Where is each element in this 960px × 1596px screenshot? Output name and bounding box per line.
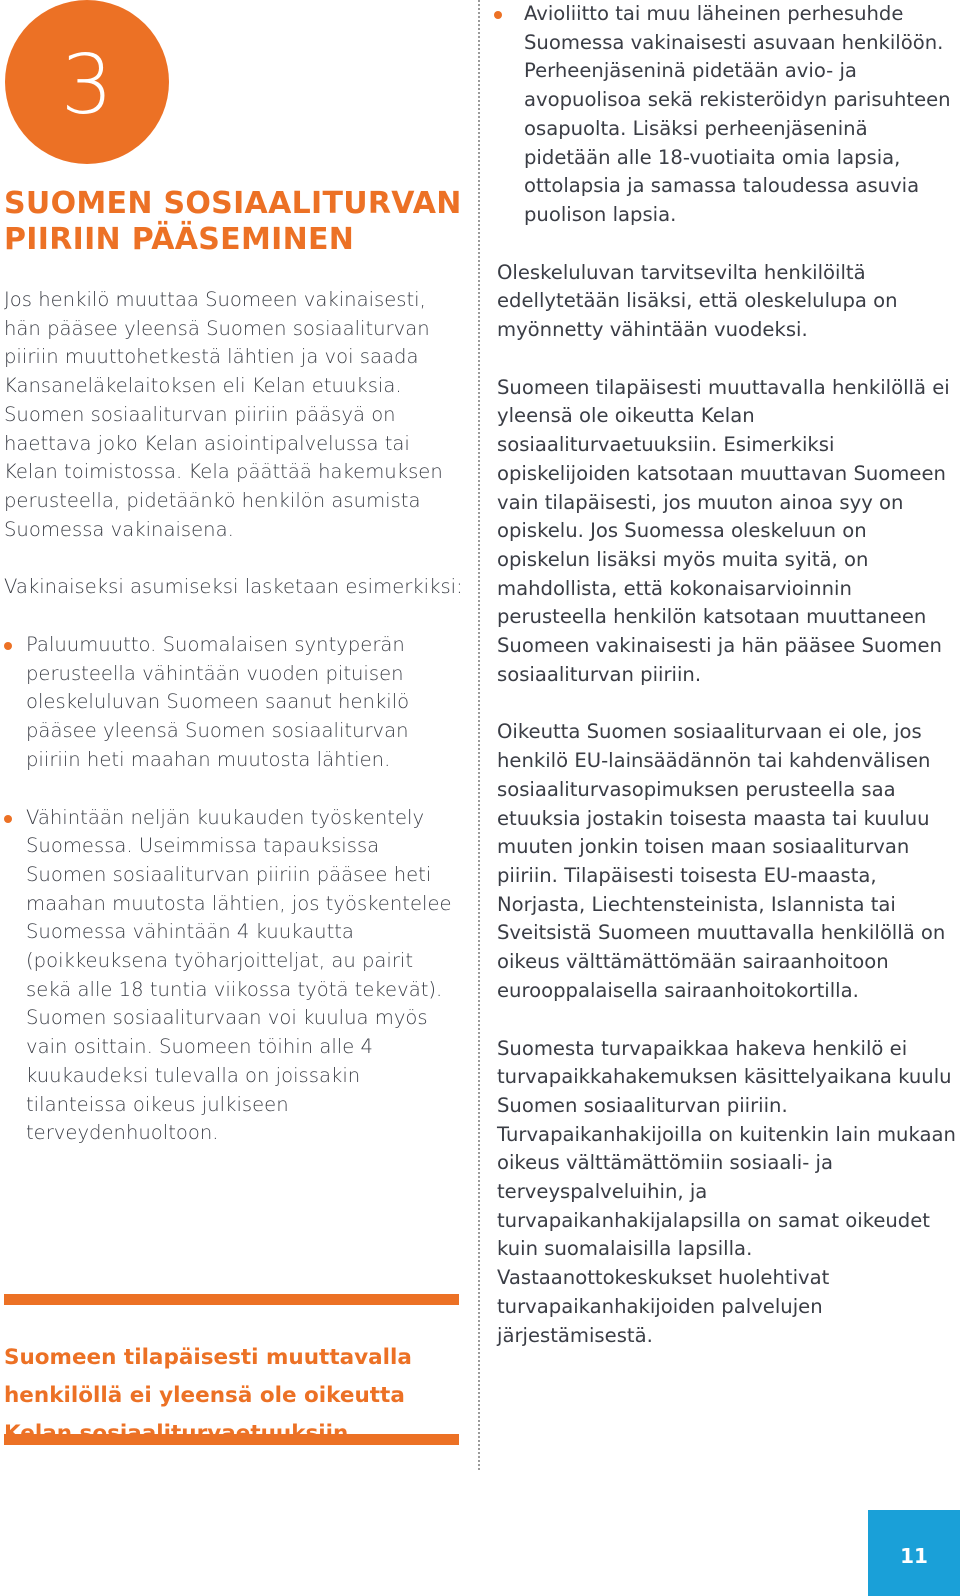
page-number: 11	[900, 1544, 928, 1568]
paragraph: Oikeutta Suomen sosiaaliturvaan ei ole, jos henkilö EU-lainsäädännön tai kahdenvälisen sosiaaliturvasopimuksen perusteella saa etuuksia jostakin toisesta maasta tai kuuluu muuten jonkin toisen maan sosiaaliturvan piiriin. Tilapäisesti toisesta EU-maasta, Norjasta, Liechtensteinista, Islannista tai Sveitsistä Suomeen muuttavalla henkilöllä on oikeus välttämättömään sairaanhoitoon eurooppalaisella sairaanhoitokortilla.	[497, 720, 946, 1002]
paragraph: Suomesta turvapaikkaa hakeva henkilö ei turvapaikkahakemuksen käsittelyaikana kuulu Suomen sosiaaliturvan piiriin. Turvapaikanhakijoilla on kuitenkin lain mukaan oikeus välttämättömiin sosiaali- ja terveyspalveluihin, ja turvapaikanhakijalapsilla on samat oikeudet kuin suomalaisilla lapsilla. Vastaanottokeskukset huolehtivat turvapaikanhakijoiden palvelujen järjestämisestä.	[497, 1036, 956, 1347]
bullet-icon	[4, 642, 12, 650]
quote-bottom-rule	[4, 1434, 459, 1445]
column-divider	[478, 0, 480, 1470]
quote-top-rule	[4, 1294, 459, 1305]
list-item-text: Vähintään neljän kuukauden työskentely Suomessa. Useimmissa tapauksissa Suomen sosiaaliturvan piiriin pääsee heti maahan muutosta lähtien, jos työskentelee Suomessa vähintään 4 kuukautta (poikkeuksena työharjoitteljat, au pairit sekä alle 18 tuntia viikossa työtä tekevät). Suomen sosiaaliturvaan voi kuulua myös vain osittain. Suomeen töihin alle 4 kuukaudeksi tulevalla on joissakin tilanteissa oikeus julkiseen terveydenhuoltoon.	[26, 805, 452, 1145]
list-item	[497, 0, 957, 230]
list-intro: Vakinaiseksi asumiseksi lasketaan esimerkiksi:	[4, 575, 463, 599]
intro-paragraph: Jos henkilö muuttaa Suomeen vakinaisesti, hän pääsee yleensä Suomen sosiaaliturvan piiriin muuttohetkestä lähtien ja voi saada Kansaneläkelaitoksen eli Kelan etuuksia. Suomen sosiaaliturvan piiriin pääsyä on haettava joko Kelan asiointipalvelussa tai Kelan toimistossa. Kela päättää hakemuksen perusteella, pidetäänkö henkilön asumista Suomessa vakinaisena.	[4, 288, 443, 541]
list-item-text: Avioliitto tai muu läheinen perhesuhde Suomessa vakinaisesti asuvaan henkilöön. Perheenjäseninä pidetään avio- ja avopuolisoa sekä rekisteröidyn parisuhteen osapuolta. Lisäksi perheenjäseninä pidetään alle 18-vuotiaita omia lapsia, ottolapsia ja samassa taloudessa asuvia puolison lapsia.	[524, 2, 951, 226]
bullet-icon	[4, 815, 12, 823]
list-item-text: Paluumuutto. Suomalaisen syntyperän perusteella vähintään vuoden pituisen oleskeluluvan Suomeen saanut henkilö pääsee yleensä Suomen sosiaaliturvan piiriin heti maahan muutosta lähtien.	[26, 633, 410, 771]
pull-quote: Suomeen tilapäisesti muuttavalla henkilöllä ei yleensä ole oikeutta	[4, 1345, 412, 1408]
chapter-number-badge	[5, 0, 169, 164]
list-item	[4, 631, 464, 775]
paragraph: Oleskeluluvan tarvitsevilta henkilöiltä edellytetään lisäksi, että oleskelulupa on myönnetty vähintään vuodeksi.	[497, 260, 898, 342]
chapter-number: 3	[60, 37, 114, 133]
left-column	[4, 286, 464, 1177]
bullet-icon	[494, 11, 502, 19]
right-column	[497, 0, 957, 1379]
paragraph: Suomeen tilapäisesti muuttavalla henkilöllä ei yleensä ole oikeutta Kelan sosiaaliturvaetuuksiin. Esimerkiksi opiskelijoiden katsotaan muuttavan Suomeen vain tilapäisesti, jos muuton ainoa syy on opiskelu. Jos Suomessa oleskeluun on opiskelun lisäksi myös muita syitä, on mahdollista, että kokonaisarvioinnin perusteella henkilön katsotaan muuttaneen Suomeen vakinaisesti ja hän pääsee Suomen sosiaaliturvan piiriin.	[497, 375, 950, 686]
page-title	[4, 186, 474, 258]
residence-examples-list	[4, 631, 464, 1148]
residence-examples-list-continued	[497, 0, 957, 230]
page-number-badge	[868, 1510, 960, 1596]
title-line-2: PIIRIIN PÄÄSEMINEN	[4, 222, 355, 257]
title-line-1: SUOMEN SOSIAALITURVAN	[4, 186, 462, 221]
list-item	[4, 804, 464, 1148]
